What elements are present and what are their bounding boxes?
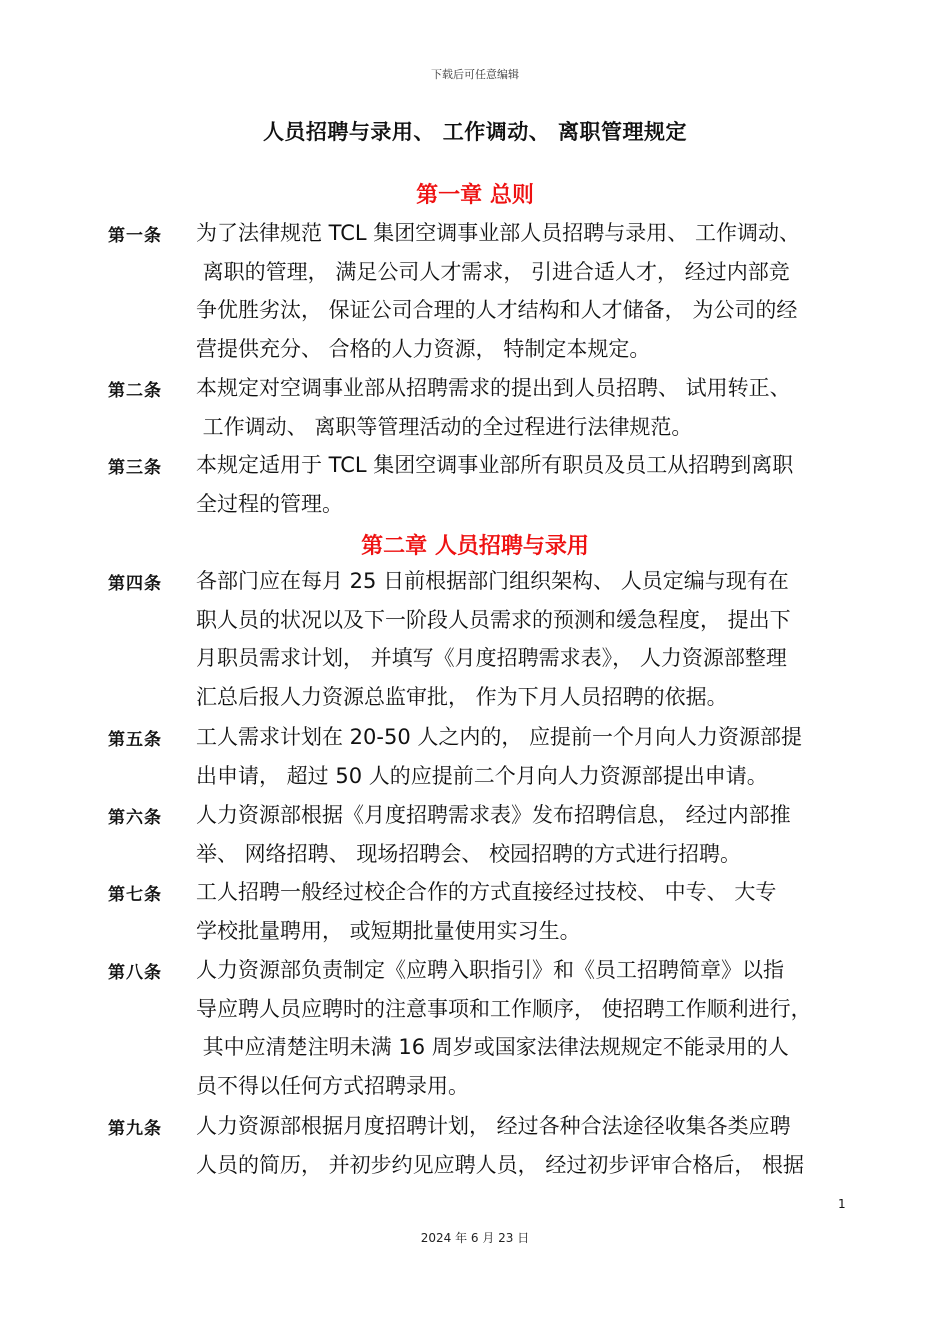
article-label: 第三条 [108,458,162,478]
article-body [196,1111,864,1188]
article-label: 第二条 [108,381,162,401]
article-label: 第六条 [108,808,162,828]
article-body [196,373,864,450]
chapter-heading-1: 第一章 总则 [416,183,534,208]
article-body [196,566,864,720]
text-line: 为了法律规范 TCL 集团空调事业部人员招聘与录用、 工作调动、 [196,221,800,245]
text-line: 出申请， 超过 50 人的应提前二个月向人力资源部提出申请。 [196,763,768,788]
article-body [196,450,864,527]
text-line: 举、 网络招聘、 现场招聘会、 校园招聘的方式进行招聘。 [196,841,742,866]
text-line: 导应聘人员应聘时的注意事项和工作顺序， 使招聘工作顺利进行， [196,996,812,1021]
article-label: 第四条 [108,574,162,594]
text-line: 工人需求计划在 20-50 人之内的， 应提前一个月向人力资源部提 [196,725,803,749]
text-line: 职人员的状况以及下一阶段人员需求的预测和缓急程度， 提出下 [196,607,791,632]
document-title: 人员招聘与录用、 工作调动、 离职管理规定 [262,120,688,144]
text-line: 人员的简历， 并初步约见应聘人员， 经过初步评审合格后， 根据 [196,1152,805,1177]
article-label: 第九条 [108,1119,162,1139]
text-line: 营提供充分、 合格的人力资源， 特制定本规定。 [196,336,651,361]
text-line: 全过程的管理。 [196,491,343,516]
text-line: 员不得以任何方式招聘录用。 [196,1073,469,1098]
text-line: 各部门应在每月 25 日前根据部门组织架构、 人员定编与现有在 [196,569,789,593]
header-note: 下载后可任意编辑 [431,68,519,81]
text-line: 工作调动、 离职等管理活动的全过程进行法律规范。 [196,414,693,439]
article-body [196,955,864,1109]
article-label: 第五条 [108,730,162,750]
article-body [196,877,864,954]
text-line: 人力资源部根据月度招聘计划， 经过各种合法途径收集各类应聘 [196,1114,791,1138]
article-label: 第一条 [108,226,162,246]
text-line: 本规定适用于 TCL 集团空调事业部所有职员及员工从招聘到离职 [196,453,794,477]
article-label: 第八条 [108,963,162,983]
text-line: 学校批量聘用， 或短期批量使用实习生。 [196,918,581,943]
article-body [196,800,864,877]
article-label: 第七条 [108,885,162,905]
text-line: 工人招聘一般经过校企合作的方式直接经过技校、 中专、 大专 [196,880,777,904]
text-line: 人力资源部负责制定《应聘入职指引》和《员工招聘简章》以指 [196,958,784,982]
text-line: 月职员需求计划， 并填写《月度招聘需求表》， 人力资源部整理 [196,646,787,671]
footer-date: 2024 年 6 月 23 日 [420,1231,530,1245]
text-line: 离职的管理， 满足公司人才需求， 引进合适人才， 经过内部竞 [196,259,790,284]
page-number: 1 [838,1197,846,1211]
text-line: 其中应清楚注明未满 16 周岁或国家法律法规规定不能录用的人 [196,1035,789,1060]
article-body [196,722,864,799]
text-line: 汇总后报人力资源总监审批， 作为下月人员招聘的依据。 [196,684,728,709]
text-line: 本规定对空调事业部从招聘需求的提出到人员招聘、 试用转正、 [196,376,791,400]
text-line: 争优胜劣汰， 保证公司合理的人才结构和人才储备， 为公司的经 [196,298,798,323]
chapter-heading-2: 第二章 人员招聘与录用 [361,534,589,559]
text-line: 人力资源部根据《月度招聘需求表》发布招聘信息， 经过内部推 [196,803,791,827]
article-body [196,218,864,372]
